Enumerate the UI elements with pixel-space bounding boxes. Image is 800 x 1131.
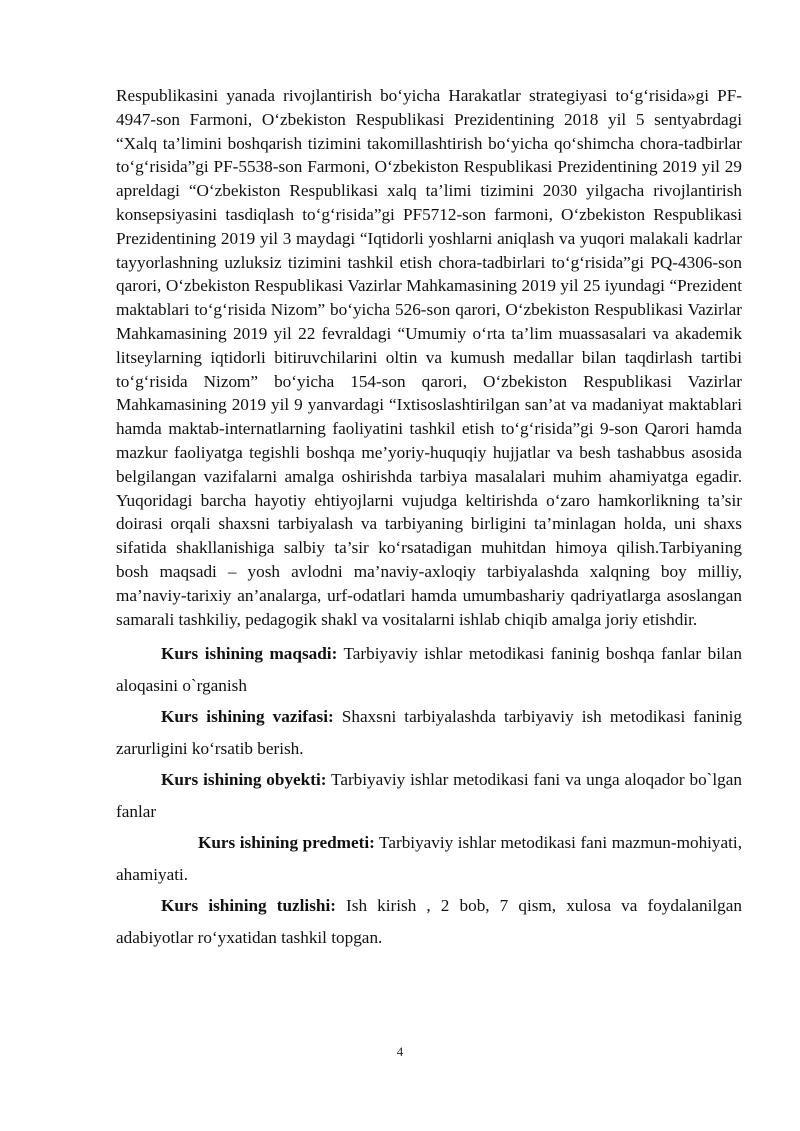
section-course-object [116, 764, 742, 827]
section-text: Tarbiyaviy ishlar metodikasi fani va unga aloqador bo`lgan fanlar [116, 770, 742, 821]
section-label: Kurs ishining tuzlishi: [161, 896, 336, 916]
section-text: Ish kirish , 2 bob, 7 qism, xulosa va foydalanilgan adabiyotlar ro‘yxatidan tashkil topgan. [116, 896, 742, 947]
page-number: 4 [396, 1044, 404, 1059]
main-paragraph: Respublikasini yanada rivojlantirish bo‘yicha Harakatlar strategiyasi to‘g‘risida»gi PF-4947-son Farmoni, O‘zbekiston Respublikasi Prezidentining 2018 yil 5 sentyabrdagi “Xalq ta’limini boshqarish tizimini takomillashtirish bo‘yicha qo‘shimcha chora-tadbirlar to‘g‘risida”gi PF-5538-son Farmoni, O‘zbekiston Respublikasi Prezidentining 2019 yil 29 apreldagi “O‘zbekiston Respublikasi xalq ta’limi tizimini 2030 yilgacha rivojlantirish konsepsiyasini tasdiqlash to‘g‘risida”gi PF5712-son farmoni, O‘zbekiston Respublikasi Prezidentining 2019 yil 3 maydagi “Iqtidorli yoshlarni aniqlash va yuqori malakali kadrlar tayyorlashning uzluksiz tizimini tashkil etish chora-tadbirlari to‘g‘risida”gi PQ-4306-son qarori, O‘zbekiston Respublikasi Vazirlar Mahkamasining 2019 yil 25 iyundagi “Prezident maktablari to‘g‘risida Nizom” bo‘yicha 526-son qarori, O‘zbekiston Respublikasi Vazirlar Mahkamasining 2019 yil 22 fevraldagi “Umumiy o‘rta ta’lim muassasalari va akademik litseylarning iqtidorli bitiruvchilarini oltin va kumush medallar bilan taqdirlash tartibi to‘g‘risida Nizom” bo‘yicha 154-son qarori, O‘zbekiston Respublikasi Vazirlar Mahkamasining 2019 yil 9 yanvardagi “Ixtisoslashtirilgan san’at va madaniyat maktablari hamda maktab-internatlarning faoliyatini tashkil etish to‘g‘risida”gi 9-son Qarori hamda mazkur faoliyatga tegishli boshqa me’yoriy-huquqiy hujjatlar va besh tashabbus asosida belgilangan vazifalarni amalga oshirishda tarbiya masalalari muhim ahamiyatga egadir. Yuqoridagi barcha hayotiy ehtiyojlarni vujudga keltirishda o‘zaro hamkorlikning ta’sir doirasi orqali shaxsni tarbiyalash va tarbiyaning birligini ta’minlagan holda, uni shaxs sifatida shakllanishiga salbiy ta’sir ko‘rsatadigan muhitdan himoya qilish.Tarbiyaning bosh maqsadi – yosh avlodni ma’naviy-axloqiy tarbiyalashda xalqning boy milliy, ma’naviy-tarixiy an’analarga, urf-odatlari hamda umumbashariy qadriyatlarga asoslangan samarali tashkiliy, pedagogik shakl va vositalarni ishlab chiqib amalga joriy etishdir. [116, 86, 742, 629]
section-course-subject [116, 827, 742, 890]
section-label: Kurs ishining vazifasi: [161, 707, 334, 727]
section-label: Kurs ishining obyekti: [161, 770, 327, 790]
section-course-task [116, 701, 742, 764]
section-text: Shaxsni tarbiyalashda tarbiyaviy ish metodikasi faninig zarurligini ko‘rsatib berish. [116, 707, 742, 758]
section-text: Tarbiyaviy ishlar metodikasi fani mazmun-mohiyati, ahamiyati. [116, 833, 743, 884]
section-course-goal [116, 638, 742, 701]
section-label: Kurs ishining predmeti: [198, 833, 375, 853]
section-label: Kurs ishining maqsadi: [161, 644, 338, 664]
section-course-structure [116, 890, 742, 953]
document-page [116, 84, 742, 953]
section-text: Tarbiyaviy ishlar metodikasi faninig boshqa fanlar bilan aloqasini o`rganish [116, 644, 742, 695]
